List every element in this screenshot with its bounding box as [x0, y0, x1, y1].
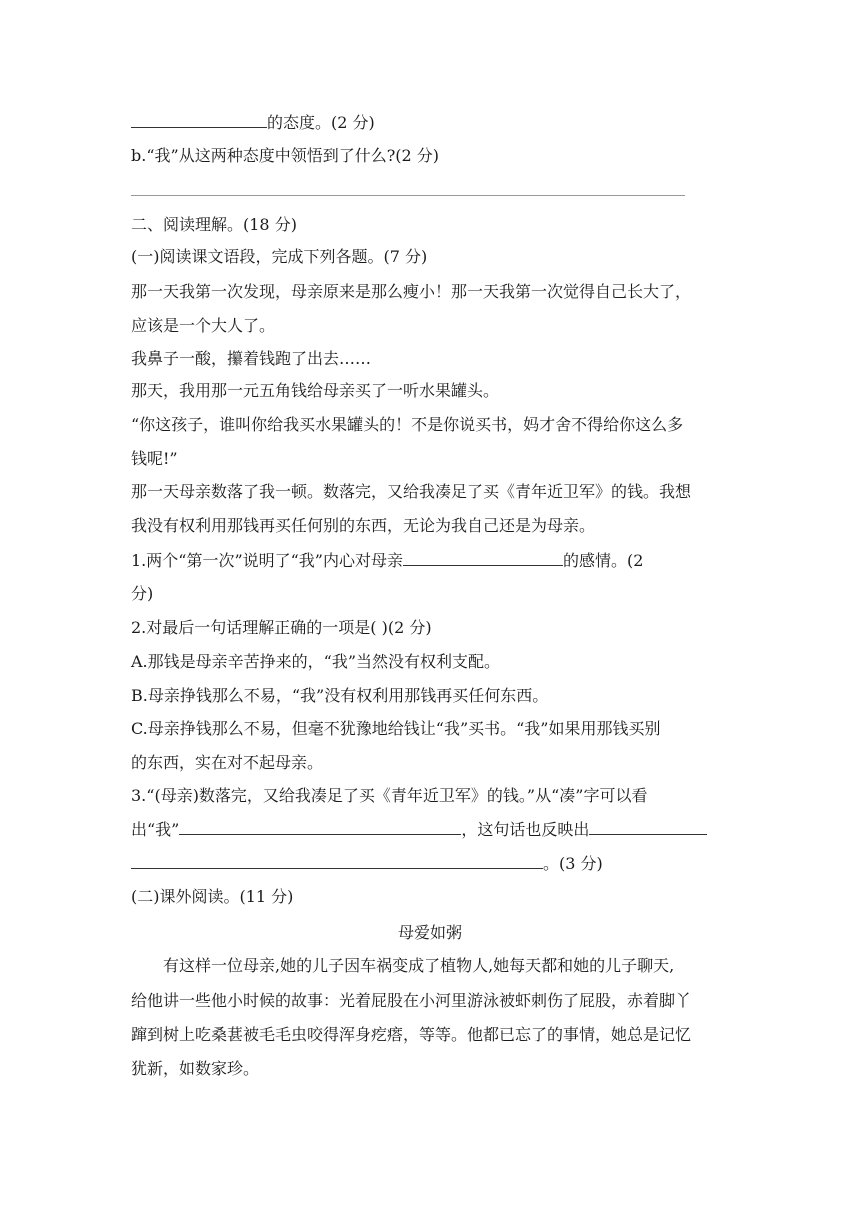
answer-blank[interactable]: [179, 819, 461, 835]
question-text: ，这句话也反映出: [461, 820, 590, 839]
passage-line: “你这孩子，谁叫你给我买水果罐头的！不是你说买书，妈才舍不得给你这么多: [131, 415, 684, 434]
option-c-cont: 的东西，实在对不起母亲。: [131, 753, 324, 772]
passage-line: 应该是一个大人了。: [131, 316, 276, 335]
answer-line-b[interactable]: [131, 195, 685, 196]
story-line: 有这样一位母亲,她的儿子因车祸变成了植物人,她每天都和她的儿子聊天,: [163, 956, 675, 975]
story-line: 犹新，如数家珍。: [131, 1059, 260, 1078]
question-text: 1.两个“第一次”说明了“我”内心对母亲: [131, 551, 403, 570]
question-1: [131, 550, 643, 572]
question-text: 的态度。(2 分): [267, 113, 375, 132]
option-c: C.母亲挣钱那么不易，但毫不犹豫地给钱让“我”买书。“我”如果用那钱买别: [131, 719, 661, 738]
passage-line: 那一天母亲数落了我一顿。数落完，又给我凑足了买《青年近卫军》的钱。我想: [131, 482, 692, 501]
question-3-line2: [131, 819, 707, 841]
answer-line-attitude: [131, 112, 375, 134]
answer-blank[interactable]: [403, 550, 563, 566]
part1-heading: (一)阅读课文语段，完成下列各题。(7 分): [131, 247, 428, 266]
question-text: 出“我”: [131, 820, 180, 839]
option-b: B.母亲挣钱那么不易，“我”没有权利用那钱再买任何东西。: [131, 686, 549, 705]
passage-line: 我没有权利用那钱再买任何别的东西，无论为我自己还是为母亲。: [131, 516, 596, 535]
story-line: 给他讲一些他小时候的故事：光着屁股在小河里游泳被虾刺伤了屁股，赤着脚丫: [131, 991, 692, 1010]
question-b: b.“我”从这两种态度中领悟到了什么?(2 分): [131, 146, 440, 165]
passage-line: 那一天我第一次发现，母亲原来是那么瘦小！那一天我第一次觉得自己长大了，: [131, 282, 692, 301]
answer-blank[interactable]: [589, 819, 707, 835]
part2-heading: (二)课外阅读。(11 分): [131, 887, 294, 906]
answer-blank[interactable]: [131, 853, 543, 869]
question-2: 2.对最后一句话理解正确的一项是( )(2 分): [131, 618, 432, 637]
question-text: 。(3 分): [543, 854, 603, 873]
passage-line: 那天，我用那一元五角钱给母亲买了一听水果罐头。: [131, 381, 500, 400]
answer-blank[interactable]: [131, 112, 267, 128]
question-text: 的感情。(2: [563, 551, 644, 570]
section-heading: 二、阅读理解。(18 分): [131, 215, 297, 234]
question-3: 3.“(母亲)数落完，又给我凑足了买《青年近卫军》的钱。”从“凑”字可以看: [131, 786, 648, 805]
question-1-cont: 分): [131, 584, 154, 603]
story-line: 蹿到树上吃桑葚被毛毛虫咬得浑身疙瘩，等等。他都已忘了的事情，她总是记忆: [131, 1025, 692, 1044]
passage-line: 我鼻子一酸，攥着钱跑了出去……: [131, 349, 372, 368]
passage-line: 钱呢!”: [131, 449, 178, 468]
story-title: 母爱如粥: [397, 923, 462, 942]
question-3-line3: [131, 853, 603, 875]
option-a: A.那钱是母亲辛苦挣来的，“我”当然没有权利支配。: [131, 652, 501, 671]
